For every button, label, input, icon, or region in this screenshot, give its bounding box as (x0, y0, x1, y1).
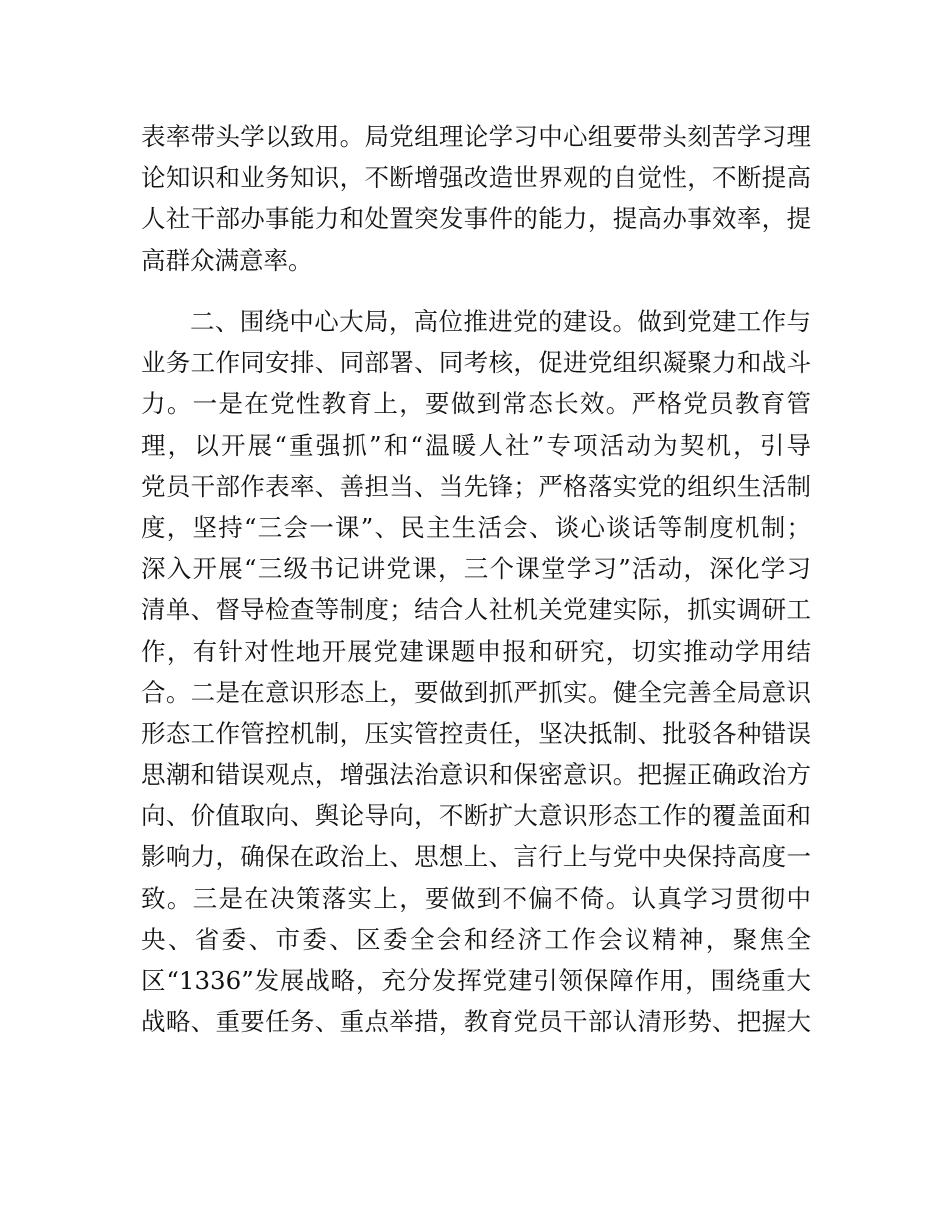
paragraph-line: 央、省委、市委、区委全会和经济工作会议精神，聚焦全 (141, 924, 811, 954)
paragraph-line: 理，以开展“重强抓”和“温暖人社”专项活动为契机，引导 (141, 430, 811, 460)
paragraph-line: 度，坚持“三会一课”、民主生活会、谈心谈话等制度机制； (141, 512, 811, 542)
paragraph-line: 向、价值取向、舆论导向，不断扩大意识形态工作的覆盖面和 (141, 801, 811, 831)
paragraph-line: 形态工作管控机制，压实管控责任，坚决抵制、批驳各种错误 (141, 718, 811, 748)
paragraph-line: 表率带头学以致用。局党组理论学习中心组要带头刻苦学习理 (141, 122, 811, 151)
paragraph-line: 党员干部作表率、善担当、当先锋；严格落实党的组织生活制 (141, 471, 811, 501)
paragraph-line: 战略、重要任务、重点举措，教育党员干部认清形势、把握大 (141, 1007, 811, 1037)
paragraph-line: 影响力，确保在政治上、思想上、言行上与党中央保持高度一 (141, 842, 811, 872)
paragraph-line: 思潮和错误观点，增强法治意识和保密意识。把握正确政治方 (141, 760, 811, 790)
paragraph-line: 合。二是在意识形态上，要做到抓严抓实。健全完善全局意识 (141, 677, 811, 707)
paragraph-line: 高群众满意率。 (141, 245, 313, 275)
paragraph-line: 人社干部办事能力和处置突发事件的能力，提高办事效率，提 (141, 204, 811, 234)
paragraph-1 (141, 116, 811, 281)
paragraph-line: 二、围绕中心大局，高位推进党的建设。做到党建工作与 (190, 307, 811, 336)
paragraph-line: 作，有针对性地开展党建课题申报和研究，切实推动学用结 (141, 636, 811, 666)
paragraph-line: 清单、督导检查等制度；结合人社机关党建实际，抓实调研工 (141, 595, 811, 625)
paragraph-line: 论知识和业务知识，不断增强改造世界观的自觉性，不断提高 (141, 163, 811, 193)
paragraph-2 (141, 301, 811, 1042)
paragraph-line: 致。三是在决策落实上，要做到不偏不倚。认真学习贯彻中 (141, 883, 811, 913)
paragraph-line: 深入开展“三级书记讲党课，三个课堂学习”活动，深化学习 (141, 554, 811, 584)
paragraph-line: 业务工作同安排、同部署、同考核，促进党组织凝聚力和战斗 (141, 348, 811, 378)
paragraph-line: 力。一是在党性教育上，要做到常态长效。严格党员教育管 (141, 389, 811, 419)
paragraph-line: 区“1336”发展战略，充分发挥党建引领保障作用，围绕重大 (141, 966, 811, 995)
